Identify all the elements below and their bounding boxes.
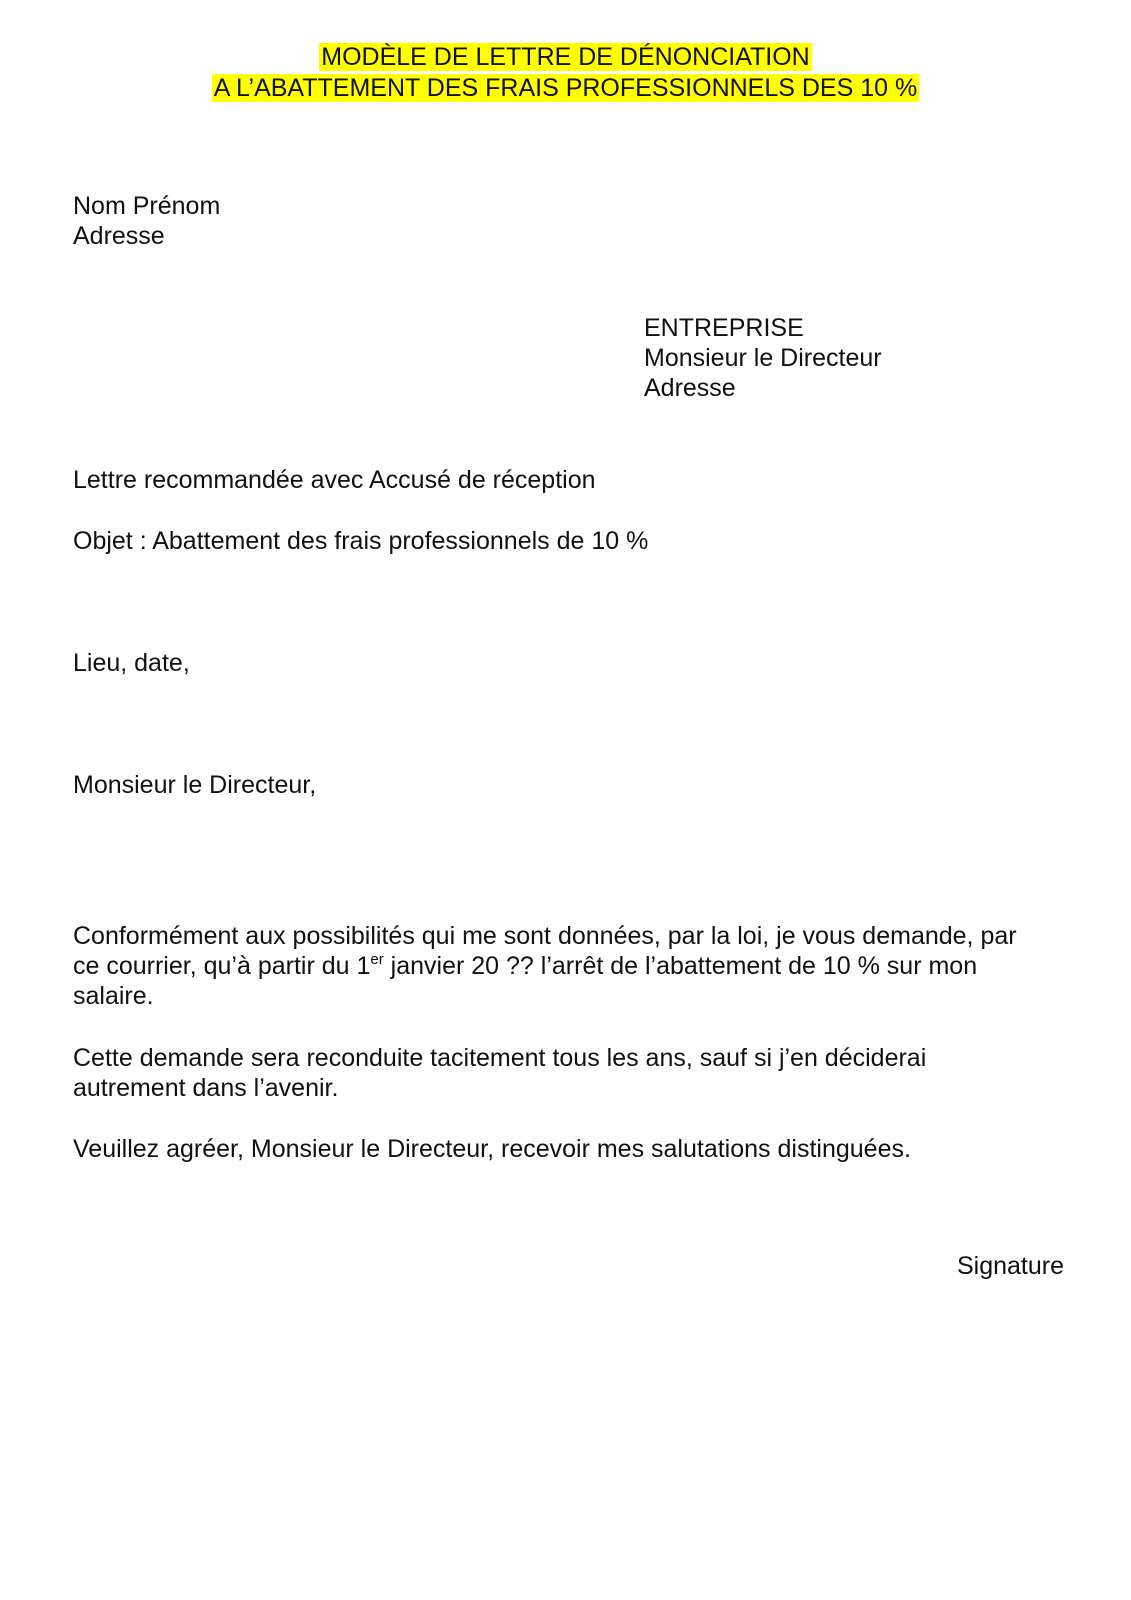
sender-address: Adresse <box>73 222 165 250</box>
salutation: Monsieur le Directeur, <box>73 771 317 799</box>
paragraph-2-line-1: Cette demande sera reconduite tacitement tous les ans, sauf si j’en déciderai <box>73 1044 927 1072</box>
signature: Signature <box>956 1252 1064 1280</box>
closing-formula: Veuillez agréer, Monsieur le Directeur, recevoir mes salutations distinguées. <box>73 1135 911 1163</box>
recipient-address: Adresse <box>644 374 736 402</box>
title-line-1: MODÈLE DE LETTRE DE DÉNONCIATION <box>321 43 810 71</box>
recipient-company: ENTREPRISE <box>644 314 804 342</box>
mailing-method: Lettre recommandée avec Accusé de réception <box>73 466 596 494</box>
document-title <box>0 42 1131 104</box>
paragraph-1-line-2 <box>73 951 1073 981</box>
subject-line: Objet : Abattement des frais professionnels de 10 % <box>73 527 649 555</box>
body-paragraph-1 <box>73 921 1073 1011</box>
title-line-2: A L’ABATTEMENT DES FRAIS PROFESSIONNELS DES 10 % <box>213 74 918 102</box>
recipient-person: Monsieur le Directeur <box>644 344 882 372</box>
paragraph-2-line-2: autrement dans l’avenir. <box>73 1074 339 1102</box>
sender-block <box>73 191 220 251</box>
paragraph-1-line-2-start: ce courrier, qu’à partir du 1 <box>73 952 371 980</box>
sender-name: Nom Prénom <box>73 192 221 220</box>
ordinal-superscript: er <box>370 951 384 968</box>
recipient-block <box>644 313 882 403</box>
place-date: Lieu, date, <box>73 649 190 677</box>
paragraph-1-line-2-end: janvier 20 ?? l’arrêt de l’abattement de 10 % sur mon <box>383 952 978 980</box>
paragraph-1-line-1: Conformément aux possibilités qui me sont données, par la loi, je vous demande, par <box>73 922 1017 950</box>
body-paragraph-2 <box>73 1043 1073 1103</box>
paragraph-1-line-3: salaire. <box>73 982 154 1010</box>
